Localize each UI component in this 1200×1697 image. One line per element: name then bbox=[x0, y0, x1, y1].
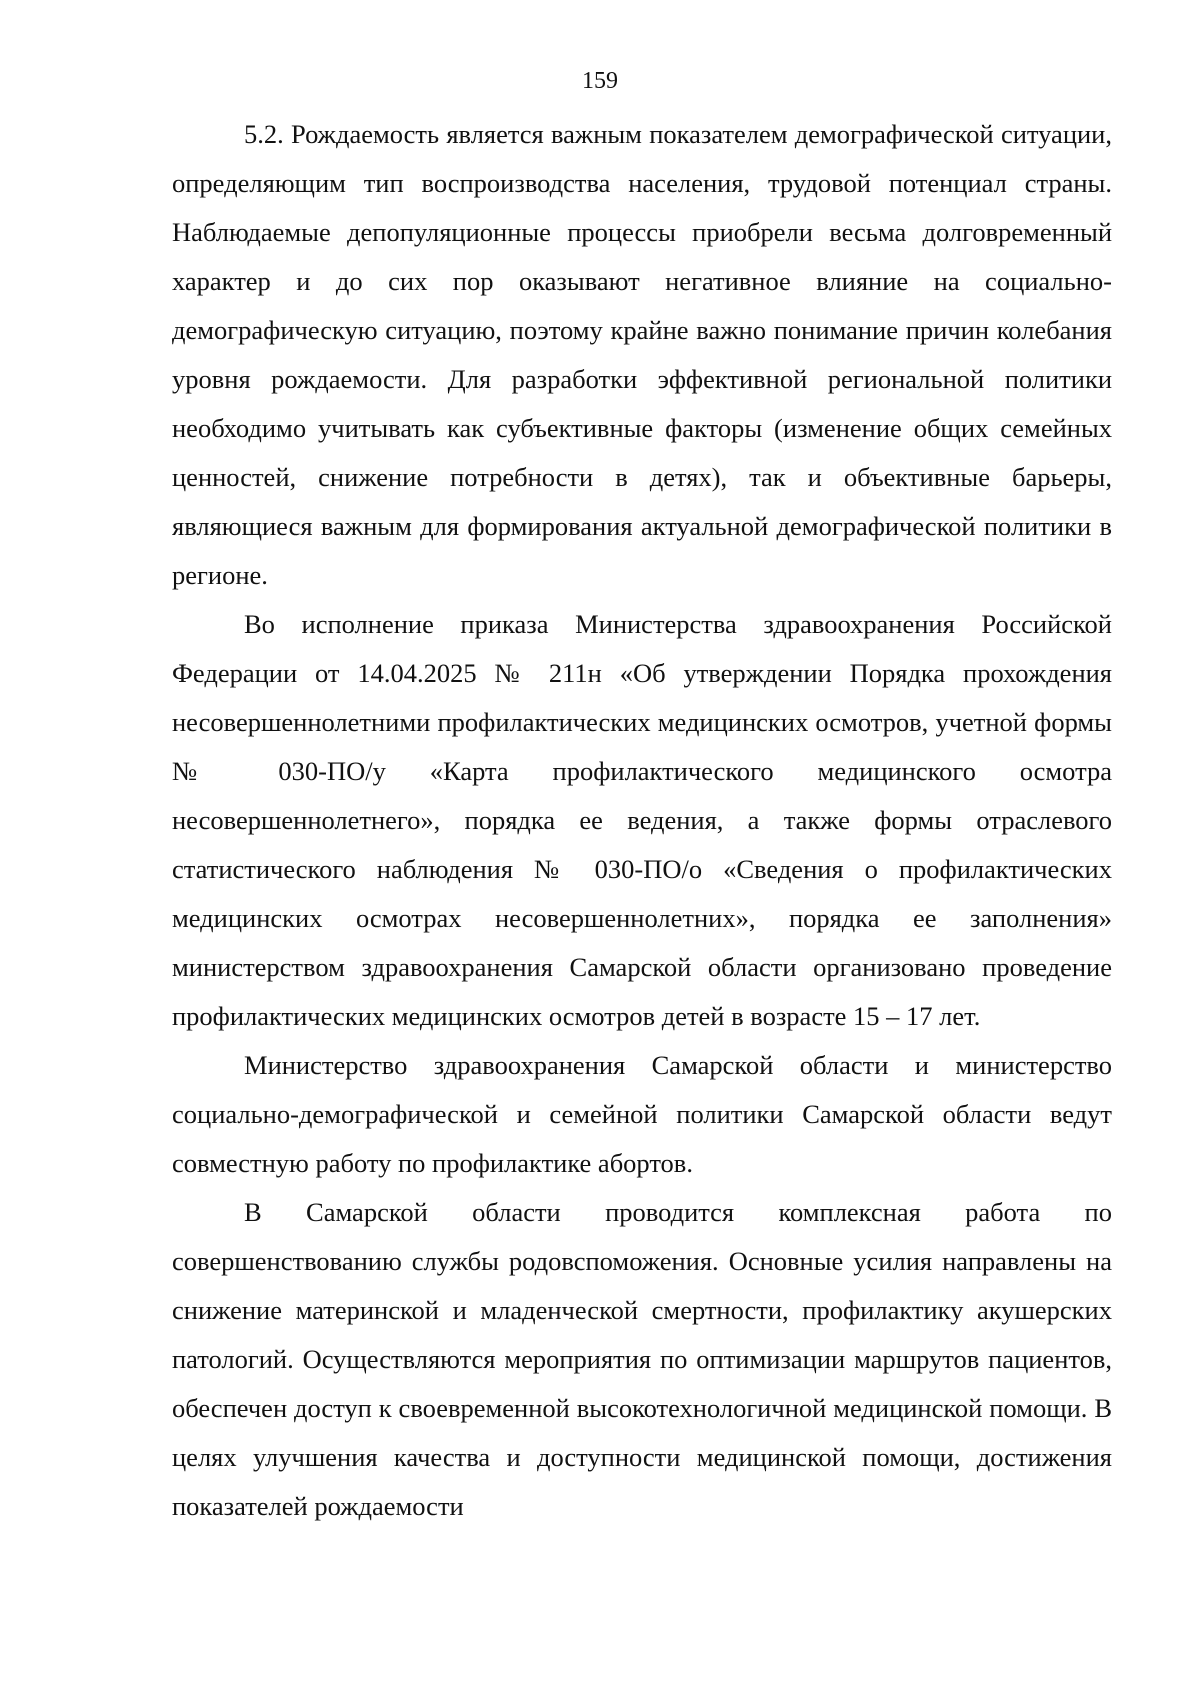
paragraph-abortion-prevention: Министерство здравоохранения Самарской области и министерство социально-демографической и семейной политики Самарской области ведут совместную работу по профилактике абортов. bbox=[172, 1050, 1112, 1178]
paragraph-ministry-order: Во исполнение приказа Министерства здравоохранения Российской Федерации от 14.04.2025 № 211н «Об утверждении Порядка прохождения несовершеннолетними профилактических медицинских осмотров, учетной формы № 030-ПО/у «Карта профилактического медицинского осмотра несовершеннолетнего», порядка ее ведения, а также формы отраслевого статистического наблюдения № 030-ПО/о «Сведения о профилактических медицинских осмотрах несовершеннолетних», порядка ее заполнения» министерством здравоохранения Самарской области организовано проведение профилактических медицинских осмотров детей в возрасте 15 – 17 лет. bbox=[172, 609, 1112, 1031]
paragraph-obstetric-service: В Самарской области проводится комплексная работа по совершенствованию службы родовспоможения. Основные усилия направлены на снижение материнской и младенческой смертности, профилактику акушерских патологий. Осуществляются мероприятия по оптимизации маршрутов пациентов, обеспечен доступ к своевременной высокотехнологичной медицинской помощи. В целях улучшения качества и доступности медицинской помощи, достижения показателей рождаемости bbox=[172, 1197, 1112, 1521]
paragraph-birth-rate: 5.2. Рождаемость является важным показателем демографической ситуации, определяющим тип воспроизводства населения, трудовой потенциал страны. Наблюдаемые депопуляционные процессы приобрели весьма долговременный характер и до сих пор оказывают негативное влияние на социально-демографическую ситуацию, поэтому крайне важно понимание причин колебания уровня рождаемости. Для разработки эффективной региональной политики необходимо учитывать как субъективные факторы (изменение общих семейных ценностей, снижение потребности в детях), так и объективные барьеры, являющиеся важным для формирования актуальной демографической политики в регионе. bbox=[172, 119, 1112, 590]
document-body bbox=[172, 110, 1112, 1531]
page-number: 159 bbox=[582, 68, 618, 94]
